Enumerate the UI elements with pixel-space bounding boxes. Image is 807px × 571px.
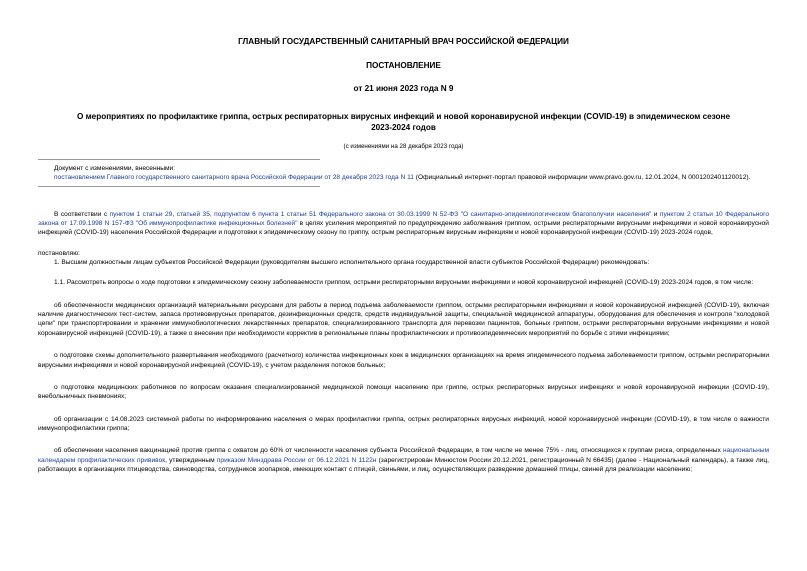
- body-paragraph-information: об организации с 14.08.2023 системной работы по информированию населения о мерах профилактики гриппа, острых респираторных вирусных инфекций, новой коронавирусной инфекции (COVID-19), в том числе о важности иммунопрофилактики гриппа;: [38, 415, 769, 432]
- body-paragraph-training: о подготовке медицинских работников по вопросам оказания специализированной медицинской помощи населению при гриппе, острых респираторных вирусных инфекциях и новой коронавирусной инфекции (COVID-19), внебольничных пневмониях;: [38, 383, 769, 401]
- date-number-heading: от 21 июня 2023 года N 9: [353, 84, 454, 94]
- paragraph-text: (зарегистрирован Минюстом России 20.12.2021, регистрационный N 66435) (далее - Национальный календарь), а также лиц, работающих в организациях птицеводства, свиноводства, сотрудников зоопарков, имеющих контакт с птицей, свиньями, и лиц, осуществляющих разведение домашней птицы, свиней для реализации населению;: [38, 456, 769, 474]
- item-1-paragraph: 1. Высшим должностным лицам субъектов Российской Федерации (руководителям высшего исполнительного органа государственной власти субъектов Российской Федерации) рекомендовать:: [54, 259, 650, 266]
- preamble-paragraph: [38, 210, 769, 238]
- amendments-text: [54, 173, 769, 182]
- changes-note: (с изменениями на 28 декабря 2023 года): [343, 143, 464, 151]
- divider-top: [38, 159, 320, 160]
- body-paragraph-resources: об обеспеченности медицинских организаций материальными ресурсами для работы в период подъема заболеваемости гриппом, острыми респираторными инфекциями и новой коронавирусной инфекцией (COVID-19), включая наличие диагностических тест-систем, запаса противовирусных препаратов, дезинфекционных средств, средств индивидуальной защиты, специальной медицинской аппаратуры, оборудования для обеспечения и контроля "холодовой цепи" при транспортировании и хранении иммунобиологических лекарственных препаратов, специализированного транспорта для перевозки пациентов, больных гриппом, острыми респираторными вирусными инфекциями и новой коронавирусной инфекцией (COVID-19), а также о внесении при необходимости корректив в региональные планы профилактических и противоэпидемических мероприятий по борьбе с этими инфекциями;: [38, 301, 769, 337]
- national-calendar-link[interactable]: национальным календарем профилактических прививок: [38, 447, 769, 464]
- amendments-box: [38, 164, 769, 183]
- doc-type-heading: ПОСТАНОВЛЕНИЕ: [366, 60, 441, 70]
- paragraph-text: , утвержденным: [165, 456, 217, 464]
- law-52fz-link[interactable]: пунктом 1 статьи 29, статьей 35, подпунктом 6 пункта 1 статьи 51 Федерального закона от 30.03.1999 N 52-ФЗ "О санитарно-эпидемиологическом благополучии населения": [109, 210, 652, 218]
- amendments-label: Документ с изменениями, внесенными:: [54, 164, 176, 172]
- body-paragraph-beds: о подготовке схемы дополнительного развертывания необходимого (расчетного) количества инфекционных коек в медицинских организациях на время эпидемического подъема заболеваемости гриппом, острыми респираторными вирусными инфекциями и новой коронавирусной инфекцией (COVID-19), с учетом разделения потоков больных;: [38, 352, 769, 369]
- resolve-paragraph: постановляю:: [38, 249, 81, 257]
- amendment-link[interactable]: постановлением Главного государственного санитарного врача Российской Федерации от 28 декабря 2023 года N 11: [54, 174, 414, 182]
- law-157fz-link[interactable]: пунктом 2 статьи 10 Федерального закона от 17.09.1998 N 157-ФЗ "Об иммунопрофилактике инфекционных болезней": [38, 210, 770, 227]
- document-title: О мероприятиях по профилактике гриппа, острых респираторных вирусных инфекций и новой коронавирусной инфекции (COVID-19) в эпидемическом сезоне 2023-2024 годов: [76, 111, 731, 132]
- amendment-source: (Официальный интернет-портал правовой информации www.pravo.gov.ru, 12.01.2024, N 0001202401120012).: [413, 174, 751, 182]
- body-paragraph-vaccination: [38, 446, 769, 474]
- divider-bottom: [38, 186, 320, 187]
- preamble-text: В соответствии с: [54, 210, 110, 218]
- preamble-text: и: [651, 210, 660, 218]
- authority-heading: ГЛАВНЫЙ ГОСУДАРСТВЕННЫЙ САНИТАРНЫЙ ВРАЧ РОССИЙСКОЙ ФЕДЕРАЦИИ: [238, 37, 569, 46]
- item-1-1-paragraph: 1.1. Рассмотреть вопросы о ходе подготовки к эпидемическому сезону заболеваемости гриппом, острыми респираторными вирусными инфекциями и новой коронавирусной инфекцией (COVID-19) 2023-2024 годов, в том числе:: [54, 279, 754, 287]
- minzdrav-order-link[interactable]: приказом Минздрава России от 06.12.2021 N 1122н: [216, 456, 377, 464]
- preamble-text: в целях усиления мероприятий по предупреждению заболевания гриппом, острыми респираторными вирусными инфекциями и новой коронавирусной инфекцией (COVID-19) населения Российской Федерации и подготовки к эпидемическому сезону по гриппу, острым респираторным вирусным инфекциям и новой коронавирусной инфекции (COVID-19) 2023-2024 годов,: [38, 219, 769, 237]
- paragraph-text: об обеспечении населения вакцинацией против гриппа с охватом до 60% от численности населения субъекта Российской Федерации, в том числе не менее 75% - лиц, относящихся к группам риска, определенных: [54, 447, 724, 455]
